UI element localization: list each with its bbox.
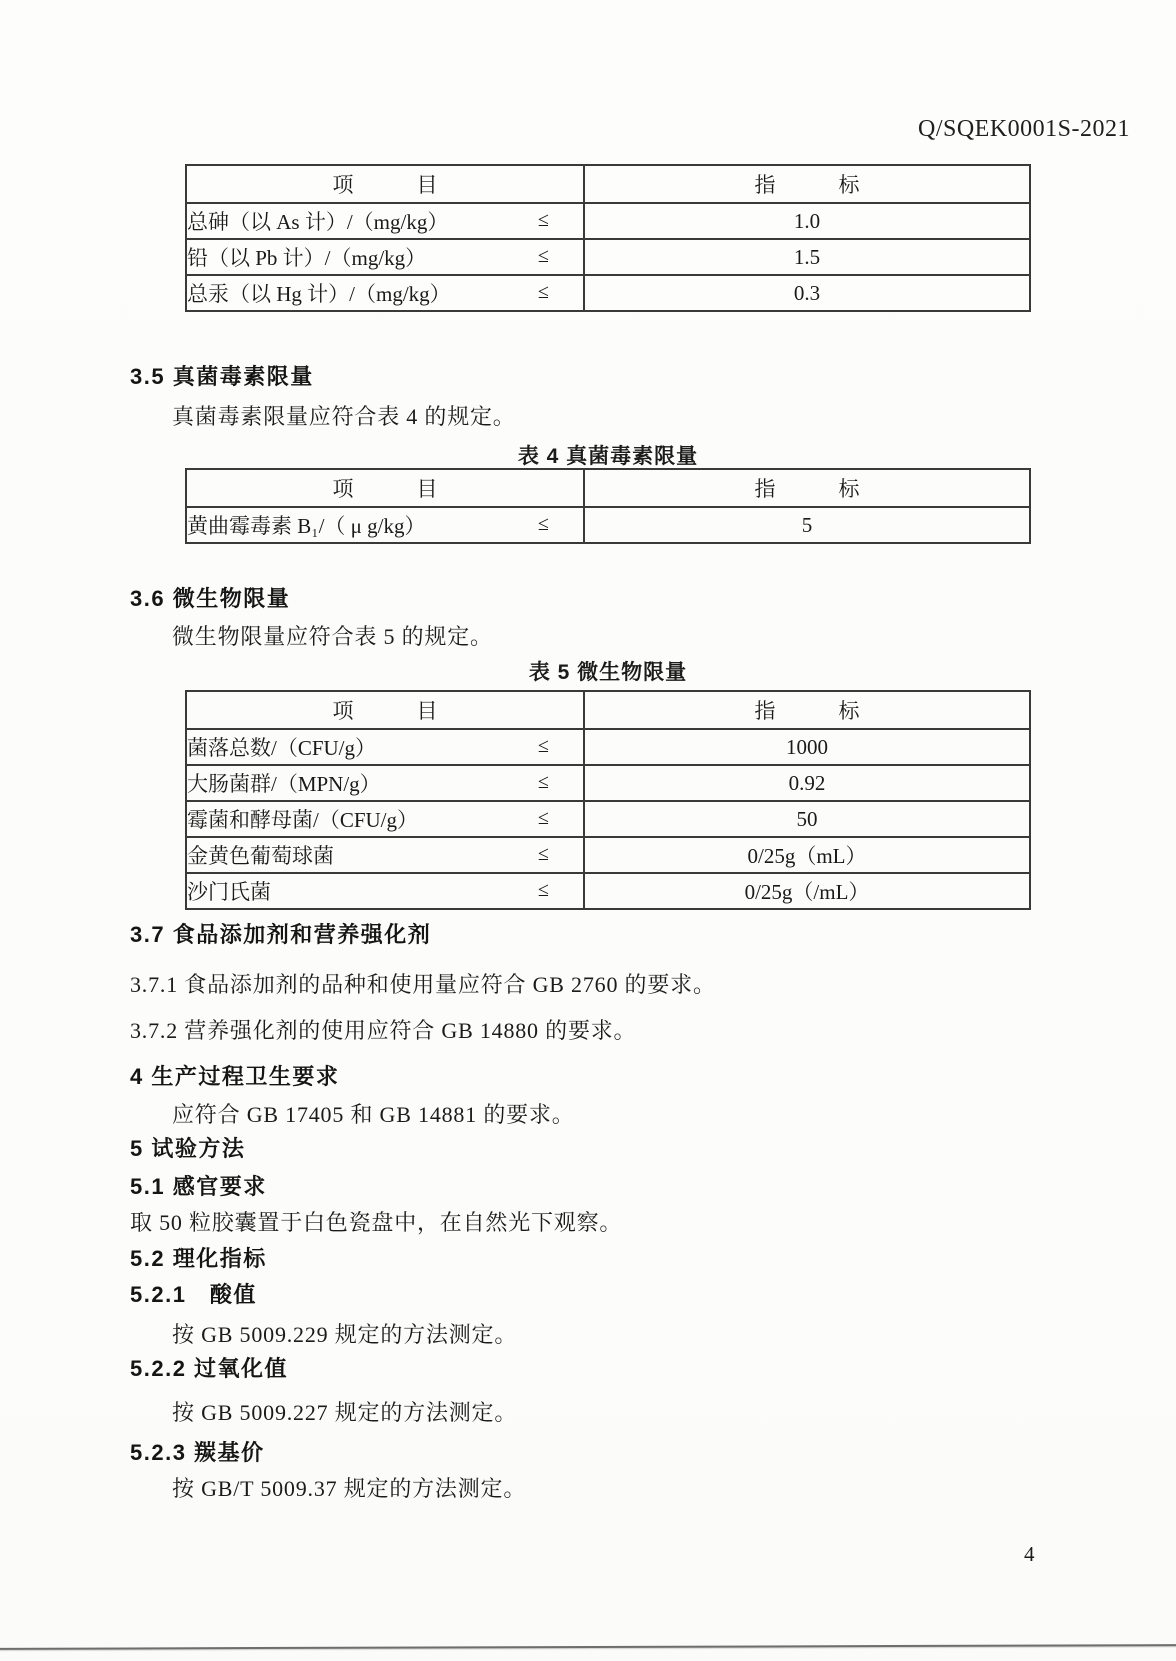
value-cell: 0/25g（mL） <box>584 837 1030 873</box>
table-4-caption: 表 4 真菌毒素限量 <box>517 445 699 468</box>
item-label: 总汞（以 Hg 计）/（mg/kg） <box>187 282 451 306</box>
column-header-item: 项 目 <box>186 165 584 203</box>
table-header-row <box>186 469 1030 507</box>
section-3-7-2: 3.7.2 营养强化剂的使用应符合 GB 14880 的要求。 <box>130 1018 637 1043</box>
item-label: 金黄色葡萄球菌 <box>187 844 334 868</box>
leq-symbol: ≤ <box>538 879 549 902</box>
item-cell <box>186 507 584 543</box>
value-cell: 5 <box>584 507 1030 543</box>
section-5-2-heading: 5.2 理化指标 <box>130 1246 267 1271</box>
section-3-7-1: 3.7.1 食品添加剂的品种和使用量应符合 GB 2760 的要求。 <box>130 972 716 997</box>
item-cell <box>186 873 584 909</box>
item-label: 总砷（以 As 计）/（mg/kg） <box>187 210 449 234</box>
table-row <box>186 801 1030 837</box>
column-header-index: 指 标 <box>584 165 1030 203</box>
leq-symbol: ≤ <box>538 735 549 758</box>
section-3-5-body: 真菌毒素限量应符合表 4 的规定。 <box>172 404 516 429</box>
item-label: 菌落总数/（CFU/g） <box>187 736 377 760</box>
section-5-2-1-heading: 5.2.1 酸值 <box>130 1282 257 1307</box>
value-cell: 1.0 <box>584 203 1030 239</box>
microbiological-table <box>185 690 1031 910</box>
leq-symbol: ≤ <box>538 513 549 536</box>
table-row <box>186 275 1030 311</box>
table-row <box>186 765 1030 801</box>
item-cell <box>186 203 584 239</box>
item-label: 大肠菌群/（MPN/g） <box>187 772 381 796</box>
leq-symbol: ≤ <box>538 843 549 866</box>
section-5-1-heading: 5.1 感官要求 <box>130 1174 267 1199</box>
table-row <box>186 729 1030 765</box>
item-cell <box>186 765 584 801</box>
section-5-heading: 5 试验方法 <box>130 1136 246 1161</box>
column-header-index: 指 标 <box>584 469 1030 507</box>
value-cell: 50 <box>584 801 1030 837</box>
leq-symbol: ≤ <box>538 281 549 304</box>
table-5-caption: 表 5 微生物限量 <box>528 661 688 684</box>
item-cell <box>186 275 584 311</box>
leq-symbol: ≤ <box>538 771 549 794</box>
section-3-7-heading: 3.7 食品添加剂和营养强化剂 <box>130 922 432 947</box>
item-cell <box>186 239 584 275</box>
value-cell: 1000 <box>584 729 1030 765</box>
value-cell: 0/25g（/mL） <box>584 873 1030 909</box>
item-label: 霉菌和酵母菌/（CFU/g） <box>187 808 419 832</box>
doc-number: Q/SQEK0001S-2021 <box>917 116 1130 142</box>
column-header-item: 项 目 <box>186 469 584 507</box>
item-cell <box>186 837 584 873</box>
section-4-heading: 4 生产过程卫生要求 <box>130 1064 340 1089</box>
leq-symbol: ≤ <box>538 245 549 268</box>
leq-symbol: ≤ <box>538 807 549 830</box>
table-row <box>186 837 1030 873</box>
item-label: 铅（以 Pb 计）/（mg/kg） <box>187 246 427 270</box>
section-5-2-1-body: 按 GB 5009.229 规定的方法测定。 <box>172 1322 518 1347</box>
page-number: 4 <box>1024 1542 1035 1566</box>
item-cell <box>186 801 584 837</box>
item-label: 沙门氏菌 <box>187 880 271 904</box>
table-header-row <box>186 165 1030 203</box>
page-bottom-rule <box>0 1644 1176 1650</box>
section-3-6-body: 微生物限量应符合表 5 的规定。 <box>172 624 493 649</box>
column-header-index: 指 标 <box>584 691 1030 729</box>
table-row <box>186 239 1030 275</box>
value-cell: 0.3 <box>584 275 1030 311</box>
section-5-2-3-heading: 5.2.3 羰基价 <box>130 1440 265 1465</box>
section-3-5-heading: 3.5 真菌毒素限量 <box>130 364 314 389</box>
section-5-2-3-body: 按 GB/T 5009.37 规定的方法测定。 <box>172 1476 527 1501</box>
item-cell <box>186 729 584 765</box>
section-3-6-heading: 3.6 微生物限量 <box>130 586 291 611</box>
column-header-item: 项 目 <box>186 691 584 729</box>
value-cell: 0.92 <box>584 765 1030 801</box>
section-5-2-2-heading: 5.2.2 过氧化值 <box>130 1356 289 1381</box>
table-row <box>186 507 1030 543</box>
section-5-1-body: 取 50 粒胶囊置于白色瓷盘中，在自然光下观察。 <box>130 1210 623 1235</box>
table-row <box>186 203 1030 239</box>
mycotoxins-table <box>185 468 1031 544</box>
section-4-body: 应符合 GB 17405 和 GB 14881 的要求。 <box>172 1102 575 1127</box>
item-label: 黄曲霉毒素 B₁/（ μ g/kg） <box>187 514 426 538</box>
value-cell: 1.5 <box>584 239 1030 275</box>
section-5-2-2-body: 按 GB 5009.227 规定的方法测定。 <box>172 1400 518 1425</box>
contaminants-table <box>185 164 1031 312</box>
table-header-row <box>186 691 1030 729</box>
table-row <box>186 873 1030 909</box>
leq-symbol: ≤ <box>538 209 549 232</box>
